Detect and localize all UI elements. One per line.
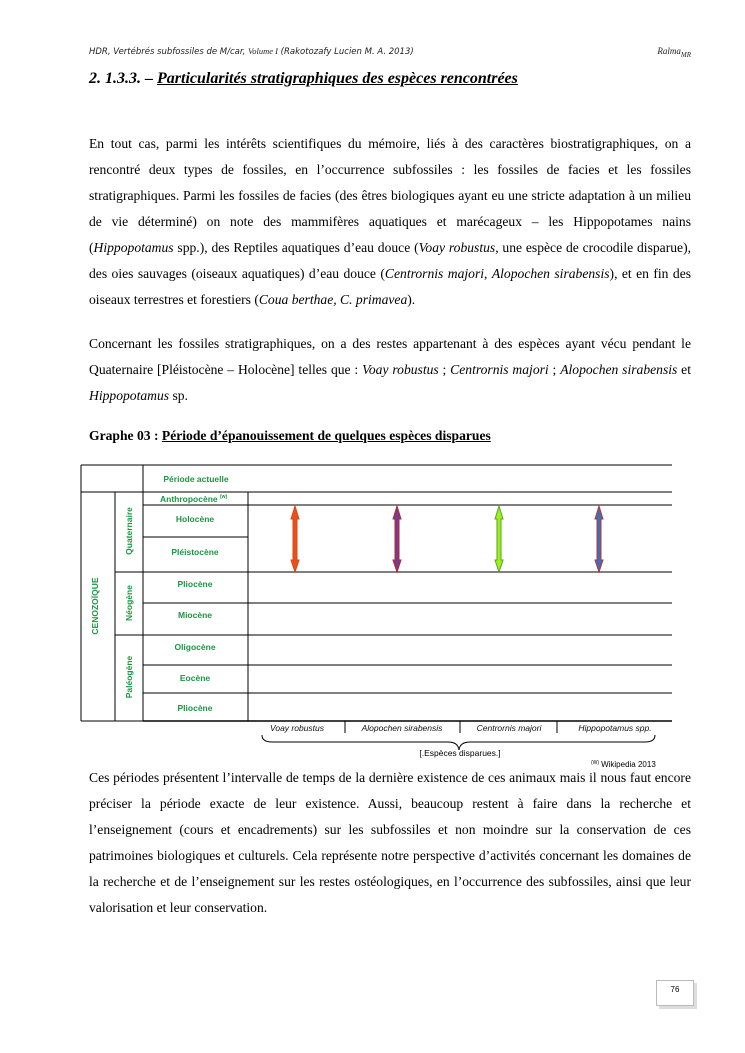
graph-source: $^{(W)}$ Wikipedia 2013 — [591, 760, 656, 769]
period-neogene: Néogène — [124, 585, 134, 621]
period-paleogene: Paléogène — [124, 655, 134, 699]
species-label-alopochen: Alopochen sirabensis — [361, 723, 443, 733]
species-arrow-voay — [291, 506, 299, 572]
header-author: (Rakotozafy Lucien M. A. 2013) — [280, 47, 414, 57]
section-title: Particularités stratigraphiques des espèces rencontrées — [157, 70, 518, 87]
section-number: 2. 1.3.3. – — [89, 70, 153, 87]
epoch-pleistocene: Pléistocène — [171, 547, 219, 557]
header-right-main: Ralma — [657, 46, 681, 56]
header-volume: Volume I — [247, 46, 278, 56]
epoch-miocene: Miocène — [177, 610, 213, 620]
epoch-period-actuelle: Période actuelle — [163, 474, 229, 484]
era-label: CENOZOÏQUE — [90, 577, 100, 635]
species-label-centrornis: Centrornis majori — [476, 723, 542, 733]
period-quaternaire: Quaternaire — [124, 507, 134, 555]
graph-label: Graphe 03 : — [89, 428, 159, 443]
paragraph-3: Ces périodes présentent l’intervalle de temps de la dernière existence de ces animaux mais il nous faut encore préciser la période exacte de leur existence. Aussi, beaucoup restent à faire dans la recherche et l’enseignement (cours et encadrements) sur les subfossiles et non moindre sur la conservation de ces patrimoines biologiques et culturels. Cela représente notre perspective d’activités concernant les domaines de la recherche et de l’enseignement sur les restes ostéologiques, en l’occurrence des subfossiles, ainsi que leur valorisation et leur conservation. — [89, 770, 691, 915]
epoch-oligocene: Oligocène — [174, 642, 216, 652]
species-label-voay: Voay robustus — [269, 723, 325, 733]
epoch-anthropocene: Anthropocène $^{(w)}$ — [160, 494, 228, 504]
epoch-pliocene-lower: Pliocène — [177, 703, 213, 713]
species-arrow-alopochen — [393, 506, 401, 572]
page-number: 76 — [656, 980, 694, 1006]
species-arrow-centrornis — [495, 506, 503, 572]
header-right-sub: MR — [680, 50, 691, 59]
epoch-eocene: Eocène — [179, 673, 211, 683]
paragraph-1: En tout cas, parmi les intérêts scientifiques du mémoire, liés à des caractères biostratigraphiques, on a rencontré deux types de fossiles, en l’occurrence subfossiles : les fossiles de facies et les fossiles stratigraphiques. Parmi les fossiles de facies (des êtres biologiques ayant eu une stricte adaptation à un milieu de vie déterminé) on note des mammifères aquatiques et marécageux – les Hippopotames nains (Hippopotamus spp.), des Reptiles aquatiques d’eau douce (Voay robustus, une espèce de crocodile disparue), des oies sauvages (oiseaux aquatiques) d’eau douce (Centrornis majori, Alopochen sirabensis), et en fin des oiseaux terrestres et forestiers (Coua berthae, C. primavea). — [89, 136, 692, 307]
header-text: HDR, Vertébrés subfossiles de M/car, — [89, 47, 246, 57]
brace-label: [.Espèces disparues.] — [419, 748, 501, 758]
graph-title: Période d’épanouissement de quelques espèces disparues — [161, 428, 491, 443]
epoch-pliocene: Pliocène — [177, 579, 213, 589]
paragraph-2: Concernant les fossiles stratigraphiques, on a des restes appartenant à des espèces ayant vécu pendant le Quaternaire [Pléistocène – Holocène] telles que : Voay robustus ; Centrornis majori ; Alopochen sirabensis et Hippopotamus sp. — [89, 336, 691, 403]
species-label-hippopotamus: Hippopotamus spp. — [578, 723, 652, 733]
species-arrow — [291, 506, 603, 572]
species-arrow-hippopotamus — [595, 506, 603, 572]
epoch-holocene: Holocène — [175, 514, 215, 524]
